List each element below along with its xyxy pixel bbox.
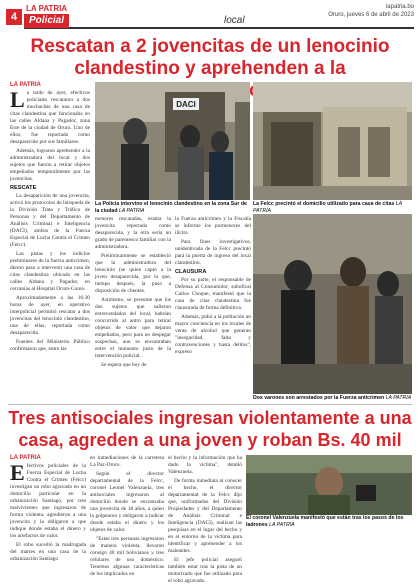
story1-paragraph: Se espera que hoy de [101, 362, 147, 368]
story1-paragraph: Por su parte, el responsable de Defensa al Consumidor, subofical Carlos Choque, manifestó que la casa de citas clandestina fue clausurada de forma definitiva. [175, 277, 251, 311]
caption-text: La Felcc precintó el domicilio utilizado para casa de citas [253, 201, 395, 207]
story2-paragraph: El robo sucedió la madrugada del martes en una casa de la urbanización Santiago [10, 542, 86, 562]
story1-paragraph: Preliminarmente se estableció que la administradora del lenocinio (se quien captó a la joven desaparecida, por lo que, tiempo después, la puso a disposición de clientes. [95, 253, 171, 294]
story2-headline: Tres antisociales ingresan violentamente a una casa, agreden a una joven y roban Bs. 40 mil [8, 408, 412, 450]
story1-photo-arrest [253, 214, 412, 394]
story2-dropcap: E [10, 460, 25, 485]
page-number: 4 [6, 9, 22, 25]
story2-paragraph: "Estas tres personas ingresaron de manera violenta, llevaron consigo 40 mil bolivianos y tres celulares de uso doméstico. Tenemos algunas características de los implicados en [90, 536, 164, 577]
section-name: local [224, 15, 245, 26]
story1-photo-sealed-house [253, 82, 412, 200]
story2-column-1 [10, 460, 86, 562]
section-tag: Policial [24, 14, 69, 28]
story1-column-1 [10, 87, 90, 404]
caption-text: Dos varones son arrestados por la Fuerza anticrimen [253, 395, 385, 401]
colonel-photo-image [246, 455, 412, 515]
caption-credit: LA PATRIA [385, 395, 412, 401]
story1-headline: Rescatan a 2 jovencitas de un lenocinio clandestino y aprehenden a la [30, 36, 390, 79]
story1-subhead-clausura: CLAUSURA [175, 269, 207, 275]
story1-paragraph: Aproximadamente a las 16:30 horas de ayer, en operativo interpolicial permitió rescatar a dos jovencitas del lenocinio clandestino, una de ellas, reportada como desaparecida. [10, 295, 90, 336]
story2-paragraph: Según el director departamental de la Felcc, coronel Leonel Valenzuela, tres antisociales ingresaron al domicilio donde se encontraba una jovencita de 18 años, a quien la golpearon y obligaron a indicar donde estaba el dinero y los objetos de valor. [90, 471, 164, 533]
story1-paragraph: Además, pidió a la población un mayor conciencia en los locales de venta de alcohol que generan "inseguridad, falta y contravenciones y hasta delitos", expresó [175, 314, 251, 355]
story1-dropcap: L [10, 87, 25, 112]
masthead [0, 0, 420, 30]
story1-column-3 [175, 216, 251, 404]
story2-paragraph: el hecho y la información que ha dado la víctima", detalló Valenzuela. [168, 455, 242, 475]
story1-photo-raid [95, 82, 250, 200]
story1-caption-3 [253, 395, 412, 402]
dateline [328, 3, 414, 19]
story1-paragraph: Las pistas y los indicios preliminares de la fuerza anticrimen, dieron paso a intervenir una casa de citas clandestina ubicada en las calles Aldana y Pagador, en cercanías al Hospital Oruro-Corea. [10, 251, 90, 292]
newspaper-brand: LA PATRIA [26, 4, 68, 13]
story2-column-2 [90, 455, 164, 577]
story1-paragraph: Fuentes del Ministerio Público confirmaron que, entre las [10, 339, 90, 352]
website-url: lapatria.bo [385, 4, 414, 10]
story-divider [8, 404, 412, 405]
story2-paragraph: en inmediaciones de la carretera La Paz-Oruro. [90, 455, 164, 468]
caption-text: La Policía intervino el lenocinio clandestino en la zona Sur de la ciudad [95, 201, 247, 214]
story2-paragraph: De forma inmediata al conocer el hecho, el director departamental de la Felcc dijo que, uniformados del División Propiedades y del Departamento de Análisis Criminal e Inteligencia (DACI), realizan las pesquisas en el lugar del hecho y en el entorno de la víctima para identificar y aprehender a los maleantes. [168, 478, 242, 554]
story1-paragraph: Para fines investigativos, unidentivada de la Felcc precintó pará la puerta de ingreso del local clandestino. [175, 239, 251, 266]
story2-byline: LA PATRIA [10, 455, 41, 461]
caption-credit: LA PATRIA [253, 201, 402, 214]
story1-paragraph: La desaparición de una jovencita, activó los protocolos de búsqueda de la División Trata y Tráfico de Personas y del Departamento de Análisis Criminal e Inteligencia (DACI), ambos de la Fuerza Especial de Lucha Contra el Crimen (Felcc). [10, 193, 90, 248]
caption-credit: LA PATRIA [118, 207, 145, 214]
story1-caption-1 [95, 201, 250, 214]
story1-paragraph: la Fuerza anticrimen y la Fiscalía se informe los pormenores del ilícito. [175, 216, 251, 236]
caption-credit: LA PATRIA [269, 521, 295, 528]
story1-paragraph: a tarde de ayer, efectivos policiales rescataron a dos muchachas de una casa de citas clandestina que funcionaba en las calles Aldana y Pagador, zona Este de la ciudad de Oruro. Uno de ellos, fue reportado como desaparecido por sus familiares. [10, 90, 90, 145]
story1-paragraph: Asimismo, se presume que los dos sujetos que salieron entrevendados del local, habrían concurrido al antro para retirar objetos de valor que dejaron empeñados, pero para no despegar sospechas, aun se encontraban entre el momento justo de la intervención policial. [95, 297, 171, 359]
raid-photo-image [95, 82, 250, 200]
story2-column-3 [168, 455, 242, 584]
story1-byline: LA PATRIA [10, 82, 41, 88]
arrest-photo-image [253, 214, 412, 394]
caption-text: El coronel Valenzuela manifestó que están tras los pasos de los ladrones [246, 515, 404, 528]
story1-subhead-rescate: RESCATE [10, 185, 37, 191]
story2-photo-colonel [246, 455, 412, 515]
story1-paragraph: Además, lograron aprehender a la administradora del local y dos sujetos que fueron a retirar objetos empeñados temporalmente por las jovencitas. [10, 148, 90, 182]
door-sign-text: DACI [176, 100, 196, 109]
sealed-house-photo-image [253, 82, 412, 200]
story1-column-2 [95, 216, 171, 404]
story2-caption [246, 515, 412, 528]
story2-paragraph: El jefe policial aseguró también estar tras la pista de un motorizado que fue utilizado para el robo agravado. [168, 557, 242, 584]
story1-paragraph: menores rescatadas, estaba la jovencita reportada como desaparecida, y la otra sería un grado de parentesco familiar con la administradora. [95, 216, 171, 250]
publication-date: Oruro, jueves 6 de abril de 2023 [328, 12, 414, 18]
story2-paragraph: fectivos policiales de la Fuerza Especial de Lucha Contra el Crimen (Felcc) investigan un robo agravado en un domicilio particular en la urbanización Santiago, por tres malvivientes que ingresaron de forma violenta, agredieron a una jovencita y la obligaron a que indique donde estaba el dinero y los artefactos de valor. [10, 463, 86, 539]
story1-caption-2 [253, 201, 412, 214]
